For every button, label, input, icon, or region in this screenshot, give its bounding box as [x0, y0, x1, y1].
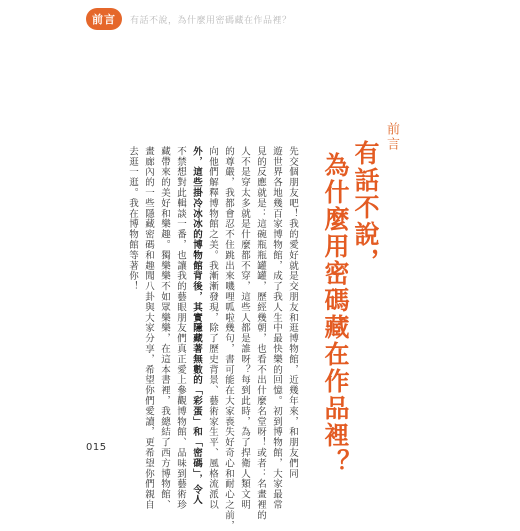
body-line: 見的反應就是：這碗瓶瓶罐罐，歷經幾朝，也看不出什麼名堂呀！或者：名畫裡的 [255, 146, 266, 521]
running-title: 有話不說，為什麼用密碼藏在作品裡？ [130, 15, 292, 26]
title-line-2: 為什麼用密碼藏在作品裡？ [321, 152, 350, 476]
body-line: 向他們解釋博物館之美。我漸漸發現，除了歷史背景、藝術家生平、風格流派以 [207, 146, 218, 510]
body-line: 畫廊內的一些隱藏密碼和趣聞八卦與大家分享，希望你們愛讀，更希望你們親自 [143, 146, 154, 510]
body-line: 先交個朋友吧！我的愛好就是交朋友和逛博物館，近幾年來，和朋友們同 [287, 146, 298, 479]
page-header [86, 8, 292, 30]
body-line-highlight: 外，這些掛冷冰冰的博物館背後，其實隱藏著無數的「彩蛋」和「密碼」，令人 [191, 146, 202, 506]
page-number: 015 [86, 442, 107, 453]
section-badge: 前言 [86, 8, 122, 30]
body-line: 遊世界各地幾百家博物館，成了我人生中最快樂的回憶。初到博物館，大家最常 [271, 146, 282, 510]
body-line: 的尊嚴，我都會忍不住跳出來嘰哩呱啦幾句，書可能在大家喪失好奇心和耐心之前， [223, 146, 234, 531]
section-label: 前言 [384, 122, 399, 152]
body-line: 藏帶來的美好和樂趣。獨樂樂不如眾樂樂，在這本書裡，我總結了西方博物館、 [159, 146, 170, 510]
body-line: 去逛一逛。我在博物館等著你！ [127, 146, 138, 292]
body-line: 人不是穿太多就是什麼都不穿，這些人都是誰呀？每到此時，為了捍衛人類文明 [239, 146, 250, 510]
body-line: 不禁想對此輯談一番，也讓我的藝眼朋友們真正愛上參觀博物館、品味到藝術珍 [175, 146, 186, 510]
title-line-1: 有話不說， [351, 140, 380, 275]
